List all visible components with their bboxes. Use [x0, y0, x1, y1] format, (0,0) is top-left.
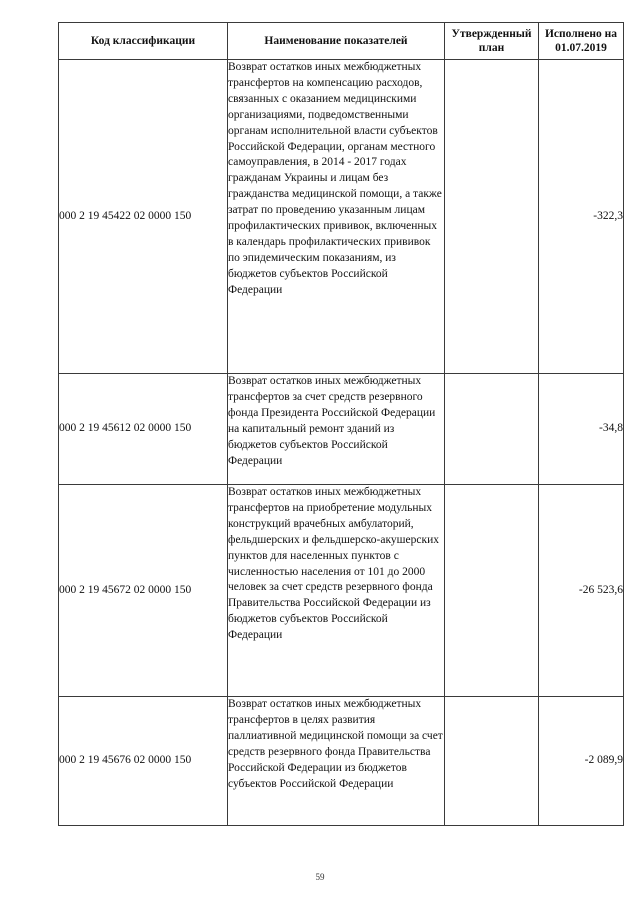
header-code: Код классификации	[59, 23, 228, 60]
classification-code: 000 2 19 45612 02 0000 150	[59, 374, 228, 485]
executed-value: -2 089,9	[539, 697, 624, 826]
approved-plan-value	[445, 697, 539, 826]
header-plan: Утвержденный план	[445, 23, 539, 60]
indicator-name: Возврат остатков иных межбюджетных трансфертов в целях развития паллиативной медицинской помощи за счет средств резервного фонда Правительства Российской Федерации из бюджетов субъектов Российской Федерации	[228, 697, 445, 826]
indicator-name: Возврат остатков иных межбюджетных трансфертов на приобретение модульных конструкций врачебных амбулаторий, фельдшерских и фельдшерско-акушерских пунктов для населенных пунктов с численностью населения от 101 до 2000 человек за счет средств резервного фонда Правительства Российской Федерации из бюджетов субъектов Российской Федерации	[228, 485, 445, 697]
classification-code: 000 2 19 45422 02 0000 150	[59, 60, 228, 374]
table-row	[59, 697, 624, 826]
approved-plan-value	[445, 485, 539, 697]
executed-value: -34,8	[539, 374, 624, 485]
classification-code: 000 2 19 45672 02 0000 150	[59, 485, 228, 697]
approved-plan-value	[445, 374, 539, 485]
executed-value: -322,3	[539, 60, 624, 374]
approved-plan-value	[445, 60, 539, 374]
indicator-name: Возврат остатков иных межбюджетных трансфертов за счет средств резервного фонда Президента Российской Федерации на капитальный ремонт зданий из бюджетов субъектов Российской Федерации	[228, 374, 445, 485]
page-number: 59	[315, 872, 325, 882]
table-row	[59, 374, 624, 485]
header-executed: Исполнено на 01.07.2019	[539, 23, 624, 60]
classification-code: 000 2 19 45676 02 0000 150	[59, 697, 228, 826]
table-row	[59, 485, 624, 697]
budget-table	[58, 22, 624, 826]
executed-value: -26 523,6	[539, 485, 624, 697]
indicator-name: Возврат остатков иных межбюджетных трансфертов на компенсацию расходов, связанных с оказанием медицинскими организациями, подведомственными органам исполнительной власти субъектов Российской Федерации, органам местного самоуправления, в 2014 - 2017 годах гражданам Украины и лицам без гражданства медицинской помощи, а также затрат по проведению указанным лицам профилактических прививок, включенных в календарь профилактических прививок по эпидемическим показаниям, из бюджетов субъектов Российской Федерации	[228, 60, 445, 374]
header-row	[59, 23, 624, 60]
header-name: Наименование показателей	[228, 23, 445, 60]
table-row	[59, 60, 624, 374]
